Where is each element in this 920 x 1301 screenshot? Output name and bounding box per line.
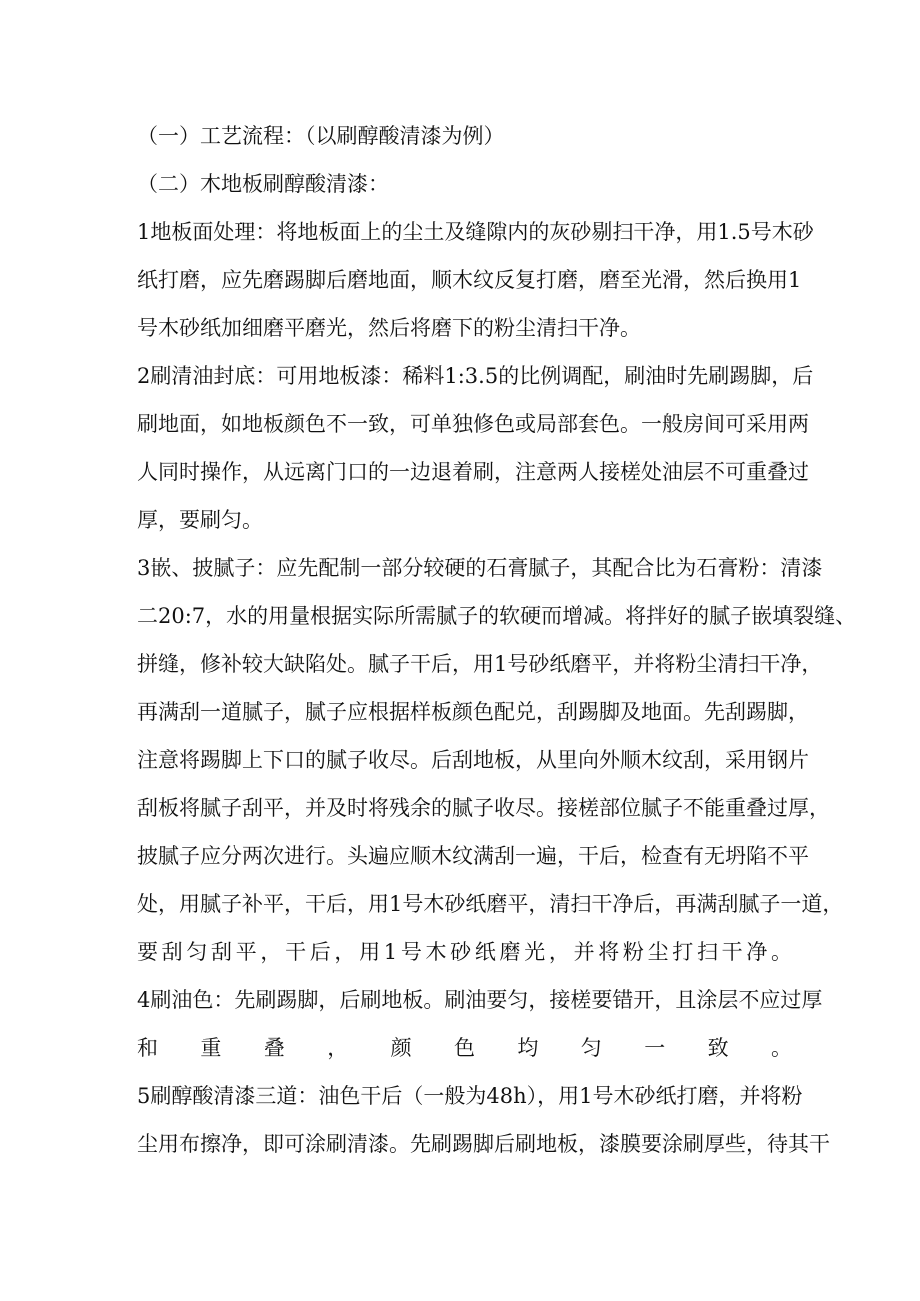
paragraph-line: 尘用布擦净，即可涂刷清漆。先刷踢脚后刷地板，漆膜要涂刷厚些，待其干: [137, 1132, 830, 1156]
paragraph-line: 二20:7，水的用量根据实际所需腻子的软硬而增减。将拌好的腻子嵌填裂缝、: [137, 604, 857, 628]
section-heading-2: （二）木地板刷醇酸清漆：: [137, 172, 389, 196]
paragraph-line: 注意将踢脚上下口的腻子收尽。后刮地板，从里向外顺木纹刮，采用钢片: [137, 748, 809, 772]
paragraph-line: 号木砂纸加细磨平磨光，然后将磨下的粉尘清扫干净。: [137, 316, 641, 340]
paragraph-line: 再满刮一道腻子，腻子应根据样板颜色配兑，刮踢脚及地面。先刮踢脚，: [137, 700, 809, 724]
paragraph-line: 和重叠，颜色均匀一致。: [137, 1036, 792, 1060]
paragraph-line: 披腻子应分两次进行。头遍应顺木纹满刮一遍，干后，检查有无坍陷不平: [137, 844, 809, 868]
paragraph-line: 纸打磨，应先磨踢脚后磨地面，顺木纹反复打磨，磨至光滑，然后换用1: [137, 268, 802, 292]
paragraph-line: 3嵌、披腻子：应先配制一部分较硬的石膏腻子，其配合比为石膏粉：清漆: [137, 556, 823, 580]
paragraph-line: 拼缝，修补较大缺陷处。腻子干后，用1号砂纸磨平，并将粉尘清扫干净，: [137, 652, 823, 676]
paragraph-line: 刮板将腻子刮平，并及时将残余的腻子收尽。接槎部位腻子不能重叠过厚，: [137, 796, 830, 820]
paragraph-line: 2刷清油封底：可用地板漆：稀料1:3.5的比例调配，刷油时先刷踢脚，后: [137, 364, 814, 388]
paragraph-line: 5刷醇酸清漆三道：油色干后（一般为48h），用1号木砂纸打磨，并将粉: [137, 1084, 803, 1108]
paragraph-line: 要刮匀刮平，干后，用1号木砂纸磨光，并将粉尘打扫干净。: [137, 940, 792, 964]
paragraph-line: 厚，要刷匀。: [137, 508, 263, 532]
section-heading-1: （一）工艺流程：（以刷醇酸清漆为例）: [137, 124, 505, 148]
paragraph-line: 人同时操作，从远离门口的一边退着刷，注意两人接槎处油层不可重叠过: [137, 460, 809, 484]
paragraph-line: 1地板面处理：将地板面上的尘土及缝隙内的灰砂剔扫干净，用1.5号木砂: [137, 220, 814, 244]
paragraph-line: 4刷油色：先刷踢脚，后刷地板。刷油要匀，接槎要错开，且涂层不应过厚: [137, 988, 823, 1012]
paragraph-line: 刷地面，如地板颜色不一致，可单独修色或局部套色。一般房间可采用两: [137, 412, 809, 436]
document-body: [137, 112, 857, 1168]
paragraph-line: 处，用腻子补平，干后，用1号木砂纸磨平，清扫干净后，再满刮腻子一道，: [137, 892, 844, 916]
